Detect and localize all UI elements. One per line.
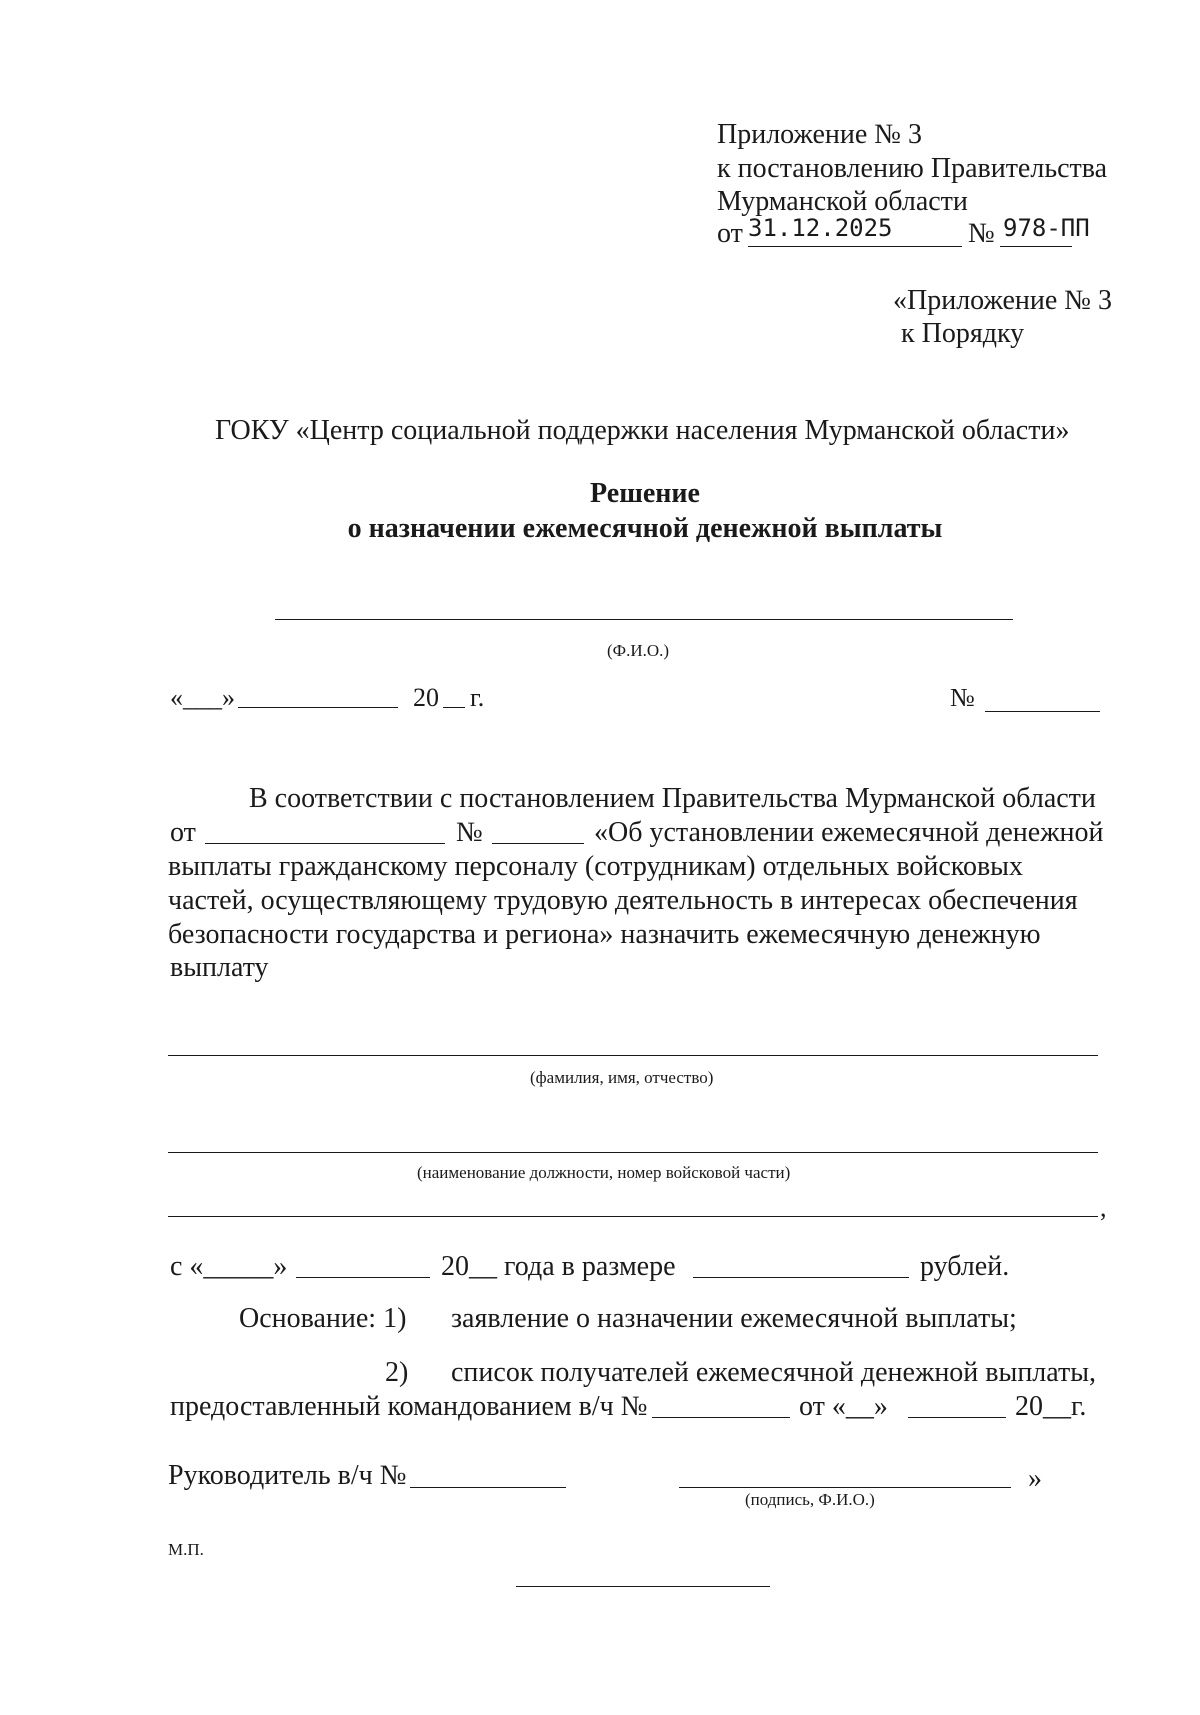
date-number-line bbox=[985, 711, 1100, 712]
amount-sum-line bbox=[693, 1277, 909, 1278]
header-date-prefix: от bbox=[717, 218, 743, 249]
stamp-place: М.П. bbox=[168, 1540, 204, 1559]
amount-month-line bbox=[296, 1277, 430, 1278]
decision-subtitle: о назначении ежемесячной денежной выплаты bbox=[347, 513, 943, 544]
basis-item-2: список получателей ежемесячной денежной выплаты, bbox=[451, 1357, 1097, 1388]
position-line-2 bbox=[168, 1216, 1098, 1217]
signature-unit-line bbox=[410, 1487, 566, 1488]
signature-head-label: Руководитель в/ч № bbox=[168, 1460, 407, 1491]
header-number-underline bbox=[1000, 246, 1072, 247]
body-line-2-no: № bbox=[456, 817, 483, 848]
subheader-appendix: «Приложение № 3 bbox=[893, 285, 1112, 316]
decision-title: Решение bbox=[590, 478, 700, 509]
organization-name: ГОКУ «Центр социальной поддержки населения Мурманской области» bbox=[215, 415, 1070, 446]
subheader-to-order: к Порядку bbox=[901, 318, 1025, 349]
header-number-prefix: № bbox=[968, 218, 995, 249]
position-caption: (наименование должности, номер войсковой части) bbox=[417, 1163, 791, 1182]
header-region: Мурманской области bbox=[717, 186, 968, 217]
header-appendix: Приложение № 3 bbox=[717, 119, 922, 150]
date-month-line bbox=[238, 707, 398, 708]
basis-unit-line bbox=[652, 1417, 790, 1418]
amount-year: 20__ года в размере bbox=[441, 1251, 676, 1282]
basis-item-2-year: 20__г. bbox=[1015, 1391, 1087, 1422]
basis-month-line bbox=[908, 1417, 1006, 1418]
body-number-line bbox=[492, 843, 584, 844]
basis-item-1: заявление о назначении ежемесячной выплаты; bbox=[451, 1303, 1017, 1334]
position-line bbox=[168, 1152, 1098, 1153]
header-to-resolution: к постановлению Правительства bbox=[717, 153, 1108, 184]
header-number-value: 978-ПП bbox=[1003, 214, 1090, 242]
full-name-caption: (фамилия, имя, отчество) bbox=[530, 1068, 714, 1087]
date-year-line bbox=[443, 707, 465, 708]
full-name-line bbox=[168, 1055, 1098, 1056]
signature-line bbox=[679, 1487, 1011, 1488]
body-line-3: выплаты гражданскому персоналу (сотрудникам) отдельных войсковых bbox=[168, 851, 1023, 882]
signature-caption: (подпись, Ф.И.О.) bbox=[745, 1490, 875, 1509]
basis-item-2-from: от «__» bbox=[799, 1391, 888, 1422]
header-date-underline bbox=[748, 246, 962, 247]
header-date-value: 31.12.2025 bbox=[748, 214, 893, 242]
body-line-1: В соответствии с постановлением Правительства Мурманской области bbox=[249, 783, 1096, 814]
body-line-2-rest: «Об установлении ежемесячной денежной bbox=[594, 817, 1104, 848]
bottom-separator bbox=[516, 1586, 770, 1587]
date-year-prefix: 20 bbox=[413, 683, 439, 712]
fio-line bbox=[275, 619, 1013, 620]
fio-caption: (Ф.И.О.) bbox=[607, 641, 670, 660]
date-year-suffix: г. bbox=[470, 683, 485, 712]
signature-closing-quote: » bbox=[1028, 1463, 1042, 1494]
basis-label: Основание: 1) bbox=[239, 1303, 407, 1334]
body-line-4: частей, осуществляющему трудовую деятельность в интересах обеспечения bbox=[168, 885, 1078, 916]
trailing-comma: , bbox=[1100, 1193, 1107, 1222]
body-line-5: безопасности государства и региона» назначить ежемесячную денежную bbox=[168, 919, 1041, 950]
basis-item-2-num: 2) bbox=[385, 1357, 409, 1388]
body-date-line bbox=[205, 843, 445, 844]
body-line-6: выплату bbox=[170, 952, 269, 983]
body-line-2-ot: от bbox=[170, 817, 196, 848]
amount-from: с «_____» bbox=[170, 1251, 288, 1282]
date-number-label: № bbox=[950, 683, 975, 712]
date-day: «___» bbox=[170, 683, 235, 712]
basis-item-2-cont: предоставленный командованием в/ч № bbox=[170, 1391, 648, 1422]
amount-currency: рублей. bbox=[920, 1251, 1010, 1282]
